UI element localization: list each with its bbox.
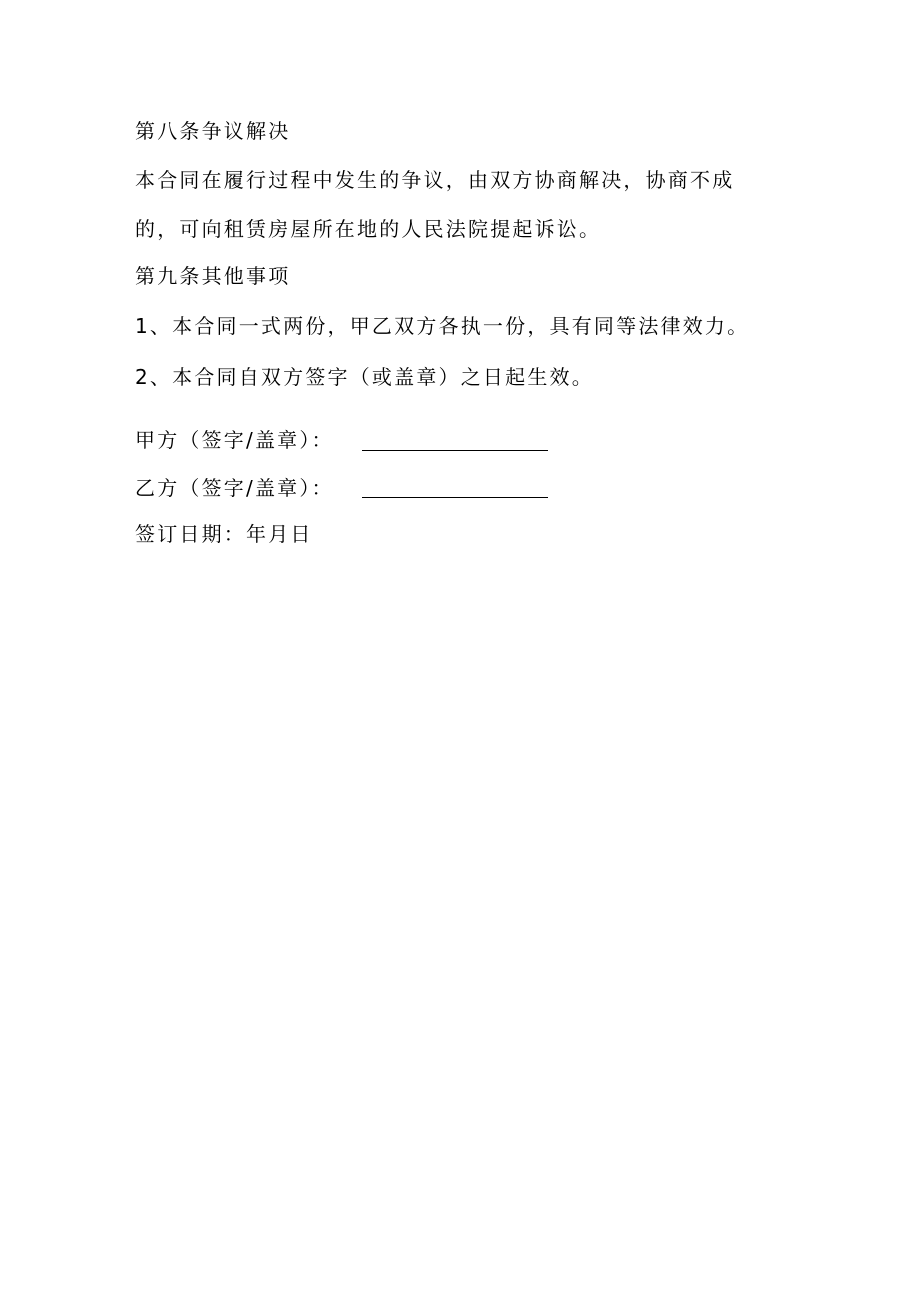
party-b-signature-label: 乙方（签字/盖章）： [135, 476, 334, 500]
article8-body-line1: 本合同在履行过程中发生的争议，由双方协商解决，协商不成 [135, 168, 735, 192]
party-a-signature-label: 甲方（签字/盖章）： [135, 428, 334, 452]
signing-date-label: 签订日期：年月日 [135, 522, 313, 546]
article9-item1: 1、本合同一式两份，甲乙双方各执一份，具有同等法律效力。 [135, 314, 750, 338]
article9-heading: 第九条其他事项 [135, 264, 291, 288]
party-a-signature-line [362, 450, 548, 451]
article8-heading: 第八条争议解决 [135, 119, 291, 143]
article9-item2: 2、本合同自双方签字（或盖章）之日起生效。 [135, 365, 594, 389]
party-b-signature-line [362, 497, 548, 498]
article8-body-line2: 的，可向租赁房屋所在地的人民法院提起诉讼。 [135, 217, 602, 241]
